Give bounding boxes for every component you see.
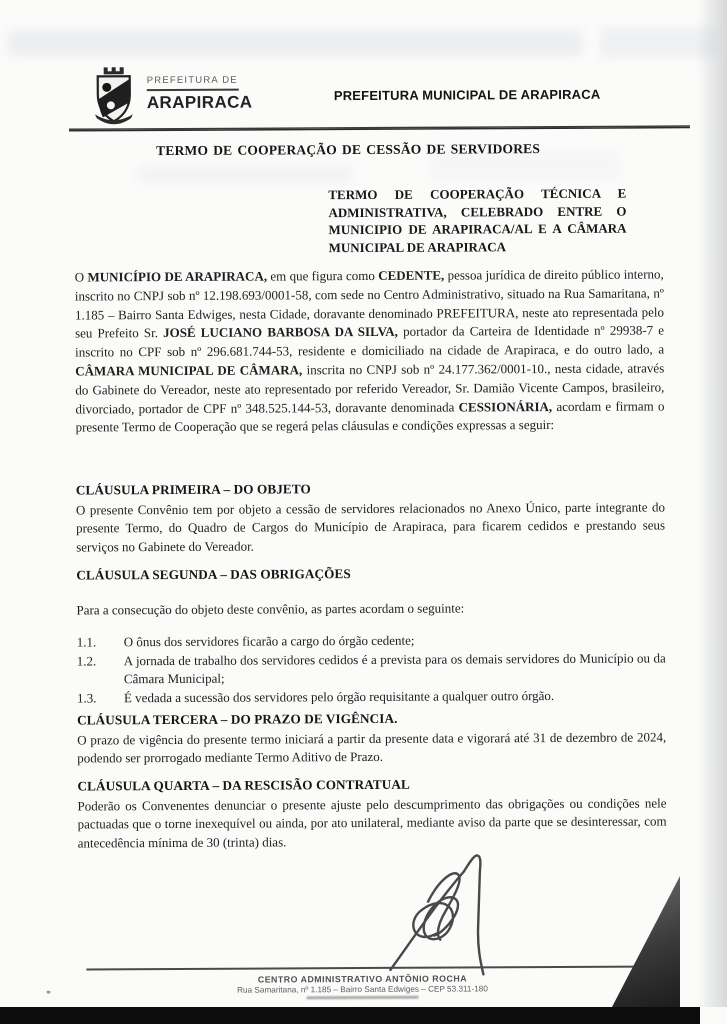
clause-text: A jornada de trabalho dos servidores cedidos é a prevista para os demais servidores do Município ou da Câmara Municipal; (123, 650, 666, 687)
bottom-black-band (0, 1007, 700, 1024)
section-body: O presente Convênio tem por objeto a cessão de servidores relacionados no Anexo Único, parte integrante do presente Termo, do Quadro de Cargos do Município de Arapiraca, para ficarem cedidos e prestando seus serviços no Gabinete do Vereador. (75, 499, 666, 555)
section-clausula-tercera (77, 708, 666, 768)
section-body: Para a consecução do objeto deste convênio, as partes acordam o seguinte: (76, 600, 465, 618)
footer (122, 973, 602, 1001)
section-clausula-segunda (76, 563, 666, 708)
footer-address: Rua Samaritana, nº 1.185 – Bairro Santa Edwiges – CEP 53.311-180 (237, 984, 488, 995)
right-edge-shadow (697, 0, 727, 1007)
scan-speck (47, 991, 51, 994)
section-body: O prazo de vigência do presente termo iniciará a partir da presente data e vigorará até 31 de dezembro de 2024, podendo ser prorrogado mediante Termo Aditivo de Prazo. (77, 729, 667, 766)
section-heading: CLÁUSULA TERCERA – DO PRAZO DE VIGÊNCIA. (77, 710, 398, 728)
logo-divider (147, 89, 239, 91)
document-title: TERMO DE COOPERAÇÃO DE CESSÃO DE SERVIDORES (156, 141, 541, 159)
footer-address-title: CENTRO ADMINISTRATIVO ANTÔNIO ROCHA (257, 973, 468, 985)
footer-illegible-line (307, 996, 419, 1000)
section-heading: CLÁUSULA PRIMEIRA – DO OBJETO (75, 481, 311, 498)
clause-number: 1.3. (76, 690, 97, 706)
clause-number: 1.2. (76, 653, 97, 669)
section-heading: CLÁUSULA SEGUNDA – DAS OBRIGAÇÕES (76, 566, 351, 583)
header-rule (69, 125, 690, 131)
clause-text: É vedada a sucessão dos servidores pelo órgão requisitante a qualquer outro órgão. (123, 687, 555, 706)
section-body: Poderão os Convenentes denunciar o presente ajuste pelo descumprimento das obrigações ou condições nele pactuadas que o torne inexequível ou ainda, por ato unilateral, mediante aviso da parte que se desinteressar, com antecedência mínima de 30 (trinta) dias. (77, 795, 667, 851)
clause-list (77, 631, 666, 708)
preamble-block: TERMO DE COOPERAÇÃO TÉCNICA E ADMINISTRATIVA, CELEBRADO ENTRE O MUNICIPIO DE ARAPIRACA/AL E A CÂMARA MUNICIPAL DE ARAPIRACA (328, 185, 627, 255)
intro-paragraph: O MUNICÍPIO DE ARAPIRACA, em que figura como CEDENTE, pessoa jurídica de direito público interno, inscrito no CNPJ sob nº 12.198.693/0001-58, com sede no Centro Administrativo, situado na Rua Samaritana, nº 1.185 – Bairro Santa Edwiges, nesta Cidade, doravante denominado PREFEITURA, neste ato representada pelo seu Prefeito Sr. JOSÉ LUCIANO BARBOSA DA SILVA, portador da Carteira de Identidade nº 29938-7 e inscrito no CPF sob nº 296.681.744-53, residente e domiciliado na cidade de Arapiraca, e do outro lado, a CÂMARA MUNICIPAL DE CÂMARA, inscrita no CNPJ sob nº 24.177.362/0001-10., nesta cidade, através do Gabinete do Vereador, neste ato representado por referido Vereador, Sr. Damião Vicente Campos, brasileiro, divorciado, portador de CPF nº 348.525.144-53, doravante denominada CESSIONÁRIA, acordam e firmam o presente Termo de Cooperação que se regerá pelas cláusulas e condições expressas a seguir: (74, 266, 665, 435)
clause-number: 1.1. (76, 634, 97, 650)
footer-rule (86, 966, 650, 971)
logo-wordmark (147, 75, 253, 114)
header-title: PREFEITURA MUNICIPAL DE ARAPIRACA (333, 86, 601, 104)
clause-text: O ônus dos servidores ficarão a cargo do órgão cedente; (123, 632, 415, 650)
city-coat-of-arms-icon (90, 64, 138, 133)
clause-item (77, 686, 666, 708)
section-clausula-primeira (76, 478, 665, 556)
section-heading: CLÁUSULA QUARTA – DA RESCISÃO CONTRATUAL (77, 776, 410, 794)
section-clausula-quarta (77, 774, 666, 852)
handwritten-signature (384, 847, 511, 985)
logo-name-label: ARAPIRACA (146, 92, 253, 113)
clause-item (77, 649, 666, 689)
logo-top-label: PREFEITURA DE (146, 74, 238, 87)
